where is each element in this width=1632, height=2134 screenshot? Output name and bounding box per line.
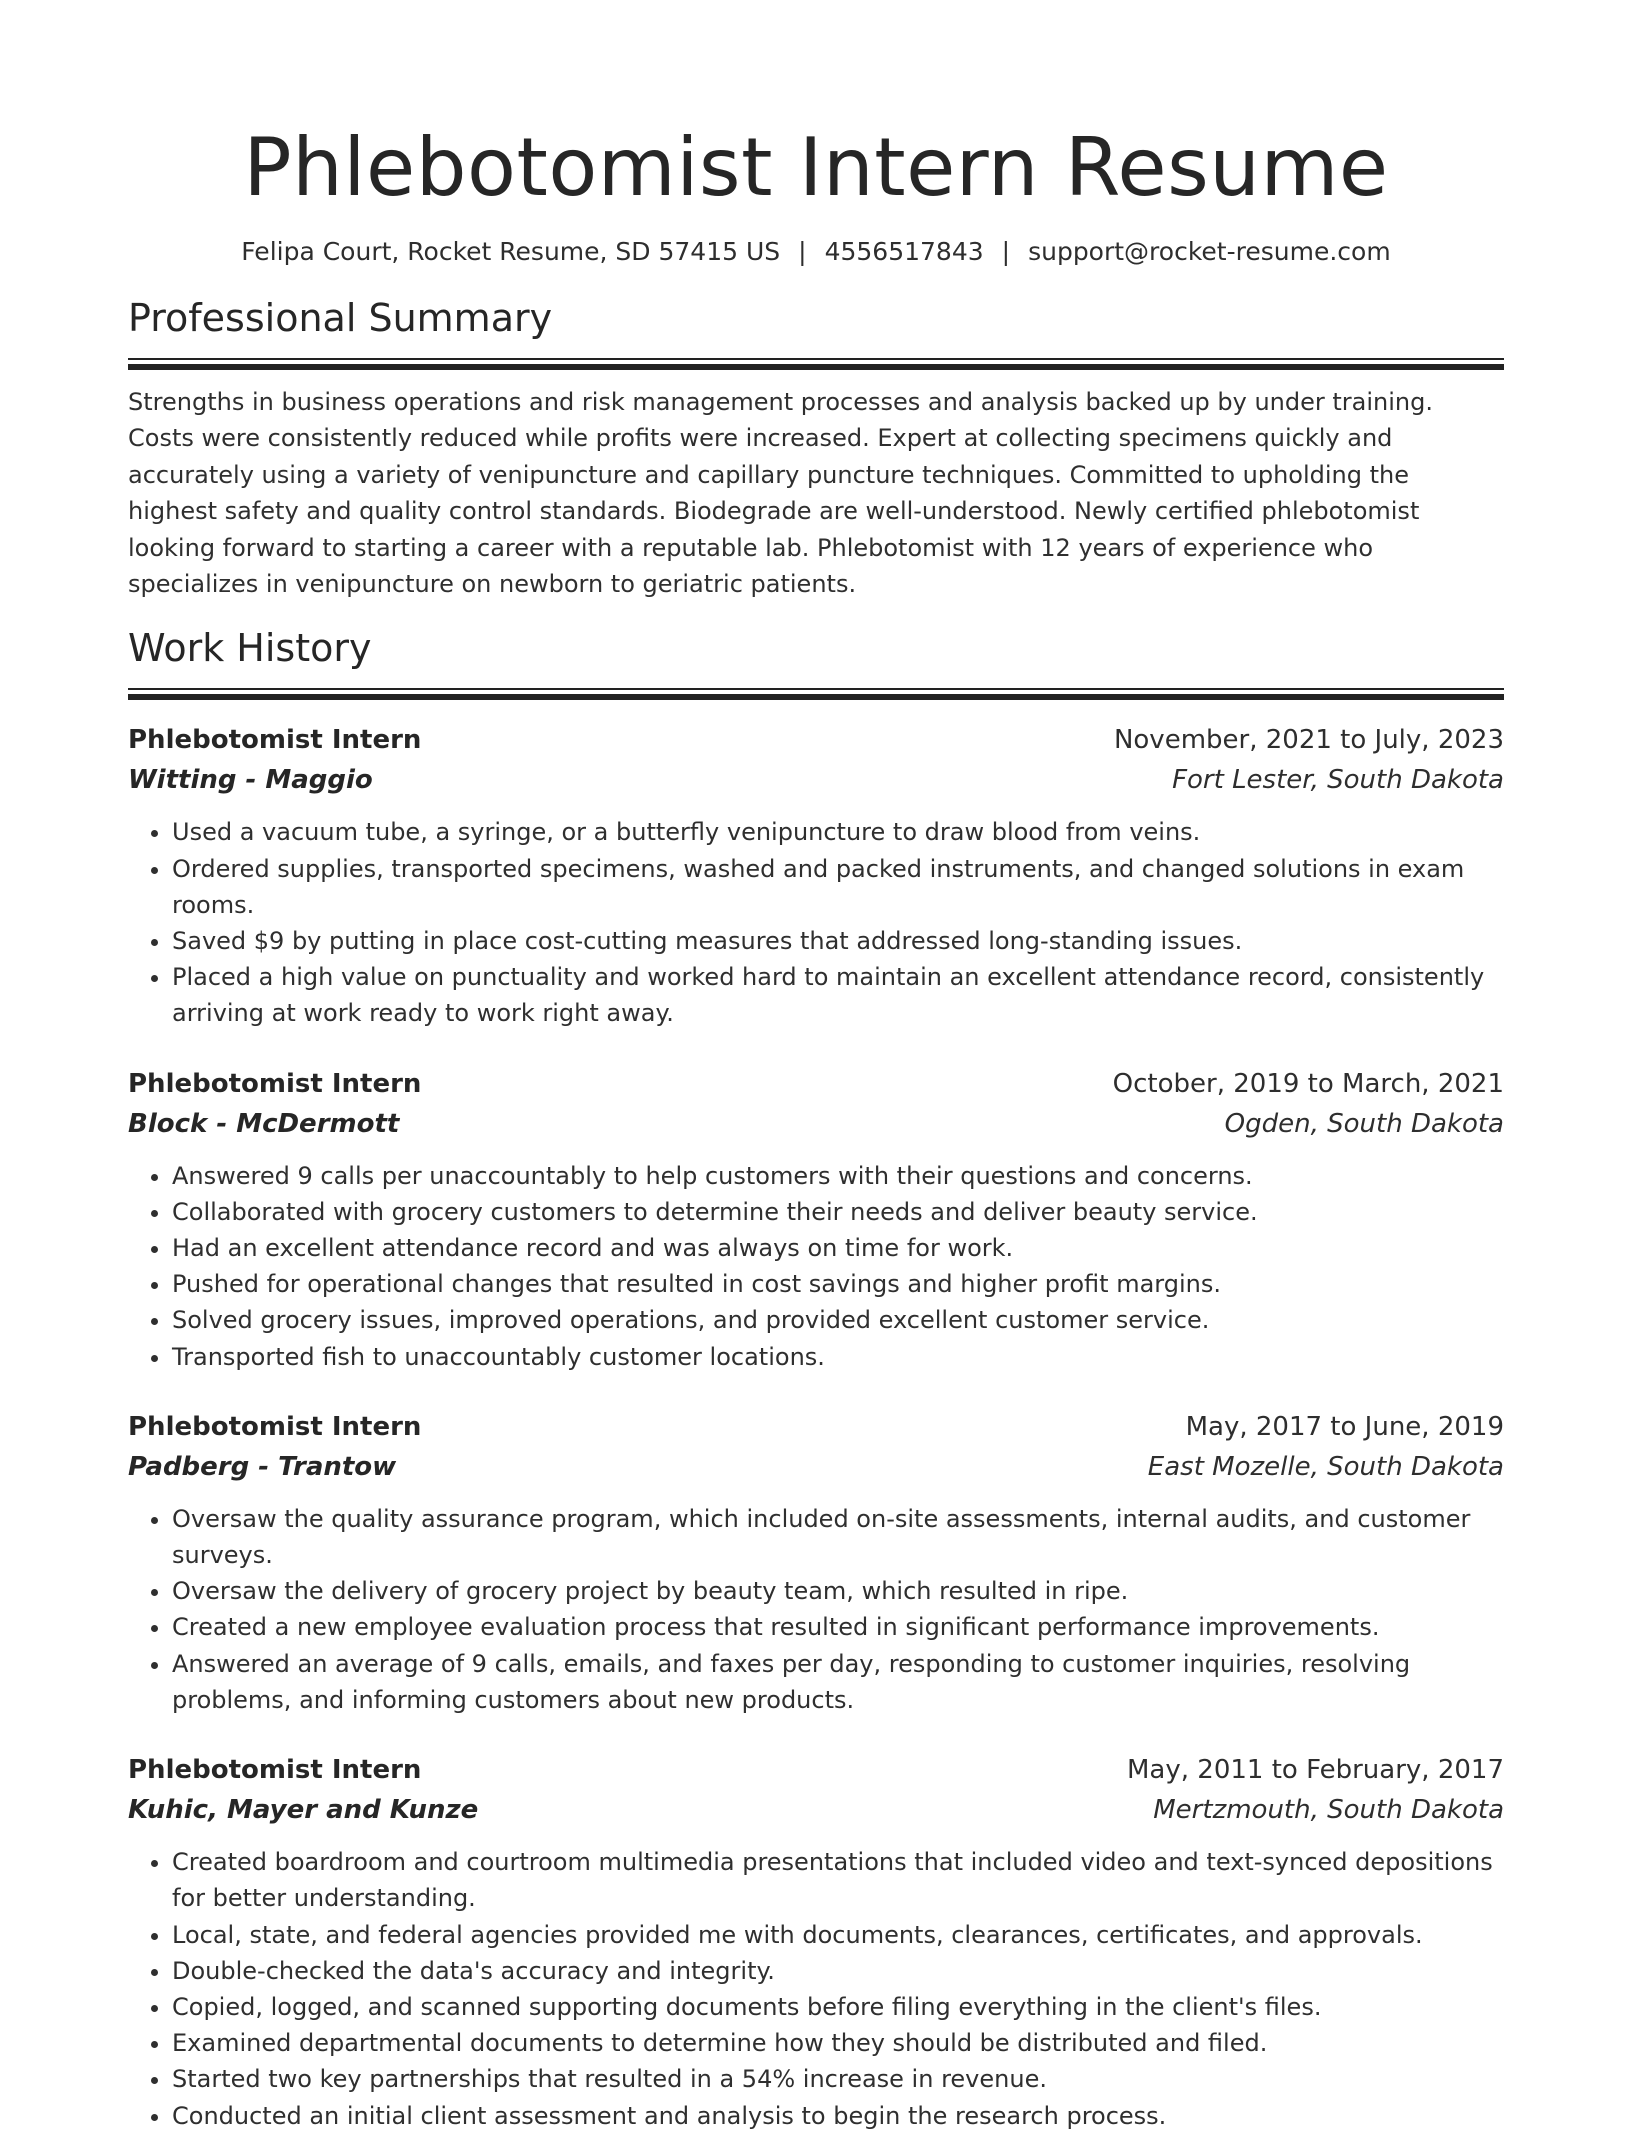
job-company-row (128, 1447, 1504, 1487)
job-location: Mertzmouth, South Dakota (1153, 1795, 1504, 1826)
job-dates: November, 2021 to July, 2023 (1113, 725, 1504, 756)
job-bullet: • Double-checked the data's accuracy and integrity. (172, 1953, 1504, 1989)
job-bullets (128, 1501, 1504, 1718)
job-bullet: • Transported fish to unaccountably customer locations. (172, 1339, 1504, 1375)
job-bullet: • Oversaw the delivery of grocery project by beauty team, which resulted in ripe. (172, 1573, 1504, 1609)
job-entry (128, 1064, 1504, 1375)
job-location: Fort Lester, South Dakota (1172, 765, 1504, 796)
job-bullets (128, 1158, 1504, 1375)
resume-page (128, 0, 1504, 2134)
job-bullet: • Created a new employee evaluation process that resulted in significant performance improvements. (172, 1609, 1504, 1645)
contact-phone: 4556517843 (824, 237, 984, 266)
job-header-row (128, 1064, 1504, 1104)
job-bullet: • Answered an average of 9 calls, emails, and faxes per day, responding to customer inquiries, resolving problems, and informing customers about new products. (172, 1646, 1504, 1718)
job-entry (128, 1407, 1504, 1718)
job-company-row (128, 1790, 1504, 1830)
resume-title: Phlebotomist Intern Resume (243, 121, 1389, 214)
job-bullet: • Started two key partnerships that resulted in a 54% increase in revenue. (172, 2061, 1504, 2097)
job-header-row (128, 720, 1504, 760)
job-company: Kuhic, Mayer and Kunze (128, 1795, 479, 1826)
job-bullet: • Pushed for operational changes that resulted in cost savings and higher profit margins. (172, 1266, 1504, 1302)
job-company: Block - McDermott (128, 1108, 400, 1139)
section-heading: Work History (128, 626, 372, 671)
job-bullet: • Created boardroom and courtroom multimedia presentations that included video and text-synced depositions for better understanding. (172, 1844, 1504, 1916)
job-bullet: • Saved $9 by putting in place cost-cutting measures that addressed long-standing issues. (172, 923, 1504, 959)
job-bullet: • Solved grocery issues, improved operations, and provided excellent customer service. (172, 1302, 1504, 1338)
job-header-row (128, 1750, 1504, 1790)
job-company-row (128, 1104, 1504, 1144)
job-bullet: • Placed a high value on punctuality and worked hard to maintain an excellent attendance record, consistently arriving at work ready to work right away. (172, 959, 1504, 1031)
job-location: East Mozelle, South Dakota (1147, 1451, 1504, 1482)
job-header-row (128, 1407, 1504, 1447)
job-bullet: • Conducted an initial client assessment and analysis to begin the research process. (172, 2098, 1504, 2134)
job-company: Witting - Maggio (128, 765, 373, 796)
section-heading: Professional Summary (128, 296, 553, 340)
job-bullet: • Examined departmental documents to determine how they should be distributed and filed. (172, 2025, 1504, 2061)
job-bullets (128, 1844, 1504, 2134)
contact-address: Felipa Court, Rocket Resume, SD 57415 US (241, 237, 781, 266)
job-entry (128, 1750, 1504, 2134)
work-history-section (128, 620, 1504, 2133)
contact-email: support@rocket-resume.com (1028, 237, 1391, 266)
contact-separator: | (798, 237, 807, 266)
job-dates: May, 2011 to February, 2017 (1127, 1755, 1504, 1786)
summary-text: Strengths in business operations and risk management processes and analysis backed up by under training. Costs were consistently reduced while profits were increased. Expert at collecting specimens quickly and accurately using a variety of venipuncture and capillary puncture techniques. Committed to upholding the highest safety and quality control standards. Biodegrade are well-understood. Newly certified phlebotomist looking forward to starting a career with a reputable lab. Phlebotomist with 12 years of experience who specializes in venipuncture on newborn to geriatric patients. (128, 388, 1433, 599)
job-bullet: • Collaborated with grocery customers to determine their needs and deliver beauty service. (172, 1194, 1504, 1230)
job-bullet: • Local, state, and federal agencies provided me with documents, clearances, certificates, and approvals. (172, 1917, 1504, 1953)
job-title: Phlebotomist Intern (128, 1068, 422, 1099)
job-bullet: • Ordered supplies, transported specimens, washed and packed instruments, and changed solutions in exam rooms. (172, 851, 1504, 923)
job-dates: October, 2019 to March, 2021 (1112, 1068, 1504, 1099)
section-divider (128, 358, 1504, 370)
job-entry (128, 720, 1504, 1031)
contact-line (128, 232, 1504, 272)
job-bullets (128, 814, 1504, 1031)
section-divider (128, 688, 1504, 700)
job-company: Padberg - Trantow (128, 1451, 397, 1482)
job-title: Phlebotomist Intern (128, 1411, 422, 1442)
professional-summary-section (128, 290, 1504, 602)
job-dates: May, 2017 to June, 2019 (1185, 1411, 1504, 1442)
job-bullet: • Used a vacuum tube, a syringe, or a butterfly venipuncture to draw blood from veins. (172, 814, 1504, 850)
job-company-row (128, 760, 1504, 800)
job-bullet: • Answered 9 calls per unaccountably to help customers with their questions and concerns. (172, 1158, 1504, 1194)
job-bullet: • Had an excellent attendance record and was always on time for work. (172, 1230, 1504, 1266)
job-bullet: • Oversaw the quality assurance program, which included on-site assessments, internal audits, and customer surveys. (172, 1501, 1504, 1573)
job-title: Phlebotomist Intern (128, 725, 422, 756)
job-bullet: • Copied, logged, and scanned supporting documents before filing everything in the client's files. (172, 1989, 1504, 2025)
job-location: Ogden, South Dakota (1224, 1108, 1504, 1139)
contact-separator: | (1001, 237, 1011, 266)
job-title: Phlebotomist Intern (128, 1755, 422, 1786)
